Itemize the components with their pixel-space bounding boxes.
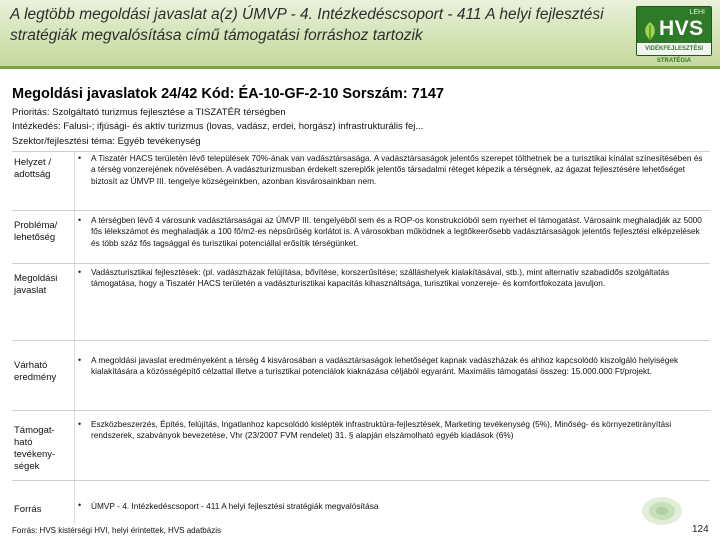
row-label-problem: Probléma/ lehetőség xyxy=(14,220,58,243)
header-divider xyxy=(0,66,720,69)
row-divider xyxy=(12,480,710,481)
row-label-source: Forrás xyxy=(14,504,42,515)
logo-sub-text: VIDÉKFEJLESZTÉSI STRATÉGIA xyxy=(637,43,711,55)
row-divider xyxy=(12,151,710,152)
row-text-source: ÚMVP - 4. Intézkedéscsoport - 411 A helyi fejlesztési stratégiák megvalósítása xyxy=(91,501,379,511)
bullet: • xyxy=(78,215,82,225)
row-divider xyxy=(12,340,710,341)
page-title: Megoldási javaslatok 24/42 Kód: ÉA-10-GF-2-10 Sorszám: 7147 xyxy=(12,86,444,102)
logo-top-text: LEHI xyxy=(689,9,705,16)
row-divider xyxy=(12,210,710,211)
header-banner xyxy=(0,0,720,66)
row-text-situation: A Tiszatér HACS területén lévő települések 70%-ának van vadásztársasága. A vadásztársaságok jelentős szerepet tölthetnek be a turisztikai kínálat színesítésében és a térség vonzerejének növelésében. A vadászturizmusban érdekelt szereplők jelentős társadalmi réteget képezik a térségnek, az ágazat fejlesztésére lehetőséget biztosít az ÚMVP III. tengelye községeinkben, azonban kisvárosainkban nem. xyxy=(91,153,703,186)
row-label-situation: Helyzet / adottság xyxy=(14,157,51,180)
hvs-logo xyxy=(636,6,712,64)
leaf-icon xyxy=(641,21,659,41)
row-text-result: A megoldási javaslat eredményeként a térség 4 kisvárosában a vadásztársaságok lehetőséget kapnak vadászházak és ahhoz kapcsolódó kiszolgáló helyiségek kialakítására a közösségépítő célzattal illetve a turisztikai potenciálok kiaknázása céljából egyaránt. Maximális támogatási összeg: 15.000.000 Ft/projekt. xyxy=(91,355,679,377)
row-label-eligible: Támogat-ható tevékeny-ségek xyxy=(14,425,56,472)
logo-main-text: HVS xyxy=(659,17,704,40)
header-title: A legtöbb megoldási javaslat a(z) ÚMVP - 4. Intézkedéscsoport - 411 A helyi fejlesztési stratégiák megvalósítása című támogatási forráshoz tartozik xyxy=(10,6,604,44)
footer-source: Forrás: HVS kistérségi HVI, helyi érintettek, HVS adatbázis xyxy=(12,526,221,535)
row-text-eligible: Eszközbeszerzés, Építés, felújítás, Ingatlanhoz kapcsolódó kislépték infrastruktúra-fejlesztések, Marketing tevékenység (5%), Minőség- és környezetirányítási rendszerek, szabványok bevezetése, Vhr (23/2007 FVM rendelet) 31. § alapján elszámolható egyéb kiadások (6%) xyxy=(91,419,672,441)
bullet: • xyxy=(78,153,82,163)
row-text-problem: A térségben lévő 4 városunk vadásztársaságai az ÚMVP III. tengelyéből sem és a ROP-os konstrukcióból sem nyerhet el támogatást. Városaink meghaladják az 5000 fős lélekszámot és meghaladják a 100 fő/m2-es népsűrűség korlátot is. A városokban működnek a legtőkeerősebb vadásztársaságok jelentős fejlesztési elképzelések és több száz fős tagsággal és turisztikai potenciállal erősítik térségünket. xyxy=(91,215,702,248)
bullet: • xyxy=(78,419,82,429)
column-separator xyxy=(74,152,75,524)
row-divider xyxy=(12,263,710,264)
sector-line: Szektor/fejlesztési téma: Egyéb tevékenység xyxy=(12,136,201,147)
row-label-result: Várható eredmény xyxy=(14,360,57,383)
row-divider xyxy=(12,410,710,411)
measure-line: Intézkedés: Falusi-; ifjúsági- és aktív turizmus (lovas, vadász, erdei, horgász) infrastrukturális fej... xyxy=(12,121,424,132)
bullet: • xyxy=(78,500,82,510)
page-number: 124 xyxy=(692,524,709,535)
row-text-solution: Vadászturisztikai fejlesztések: (pl. vadászházak felújítása, bővítése, korszerűsítése; szálláshelyek kialakításával, stb.), mint alternatív szabadidős szolgáltatás támogatása, hogy a Tiszatér HACS területén a vadászturisztikai kapacitás kihasználtsága, turisztikai vonzereje- és komfortfokozata javuljon. xyxy=(91,267,670,289)
row-label-solution: Megoldási javaslat xyxy=(14,273,58,296)
priority-line: Prioritás: Szolgáltató turizmus fejlesztése a TISZATÉR térségben xyxy=(12,107,286,118)
footer-watermark-icon xyxy=(640,494,684,528)
bullet: • xyxy=(78,267,82,277)
bullet: • xyxy=(78,355,82,365)
